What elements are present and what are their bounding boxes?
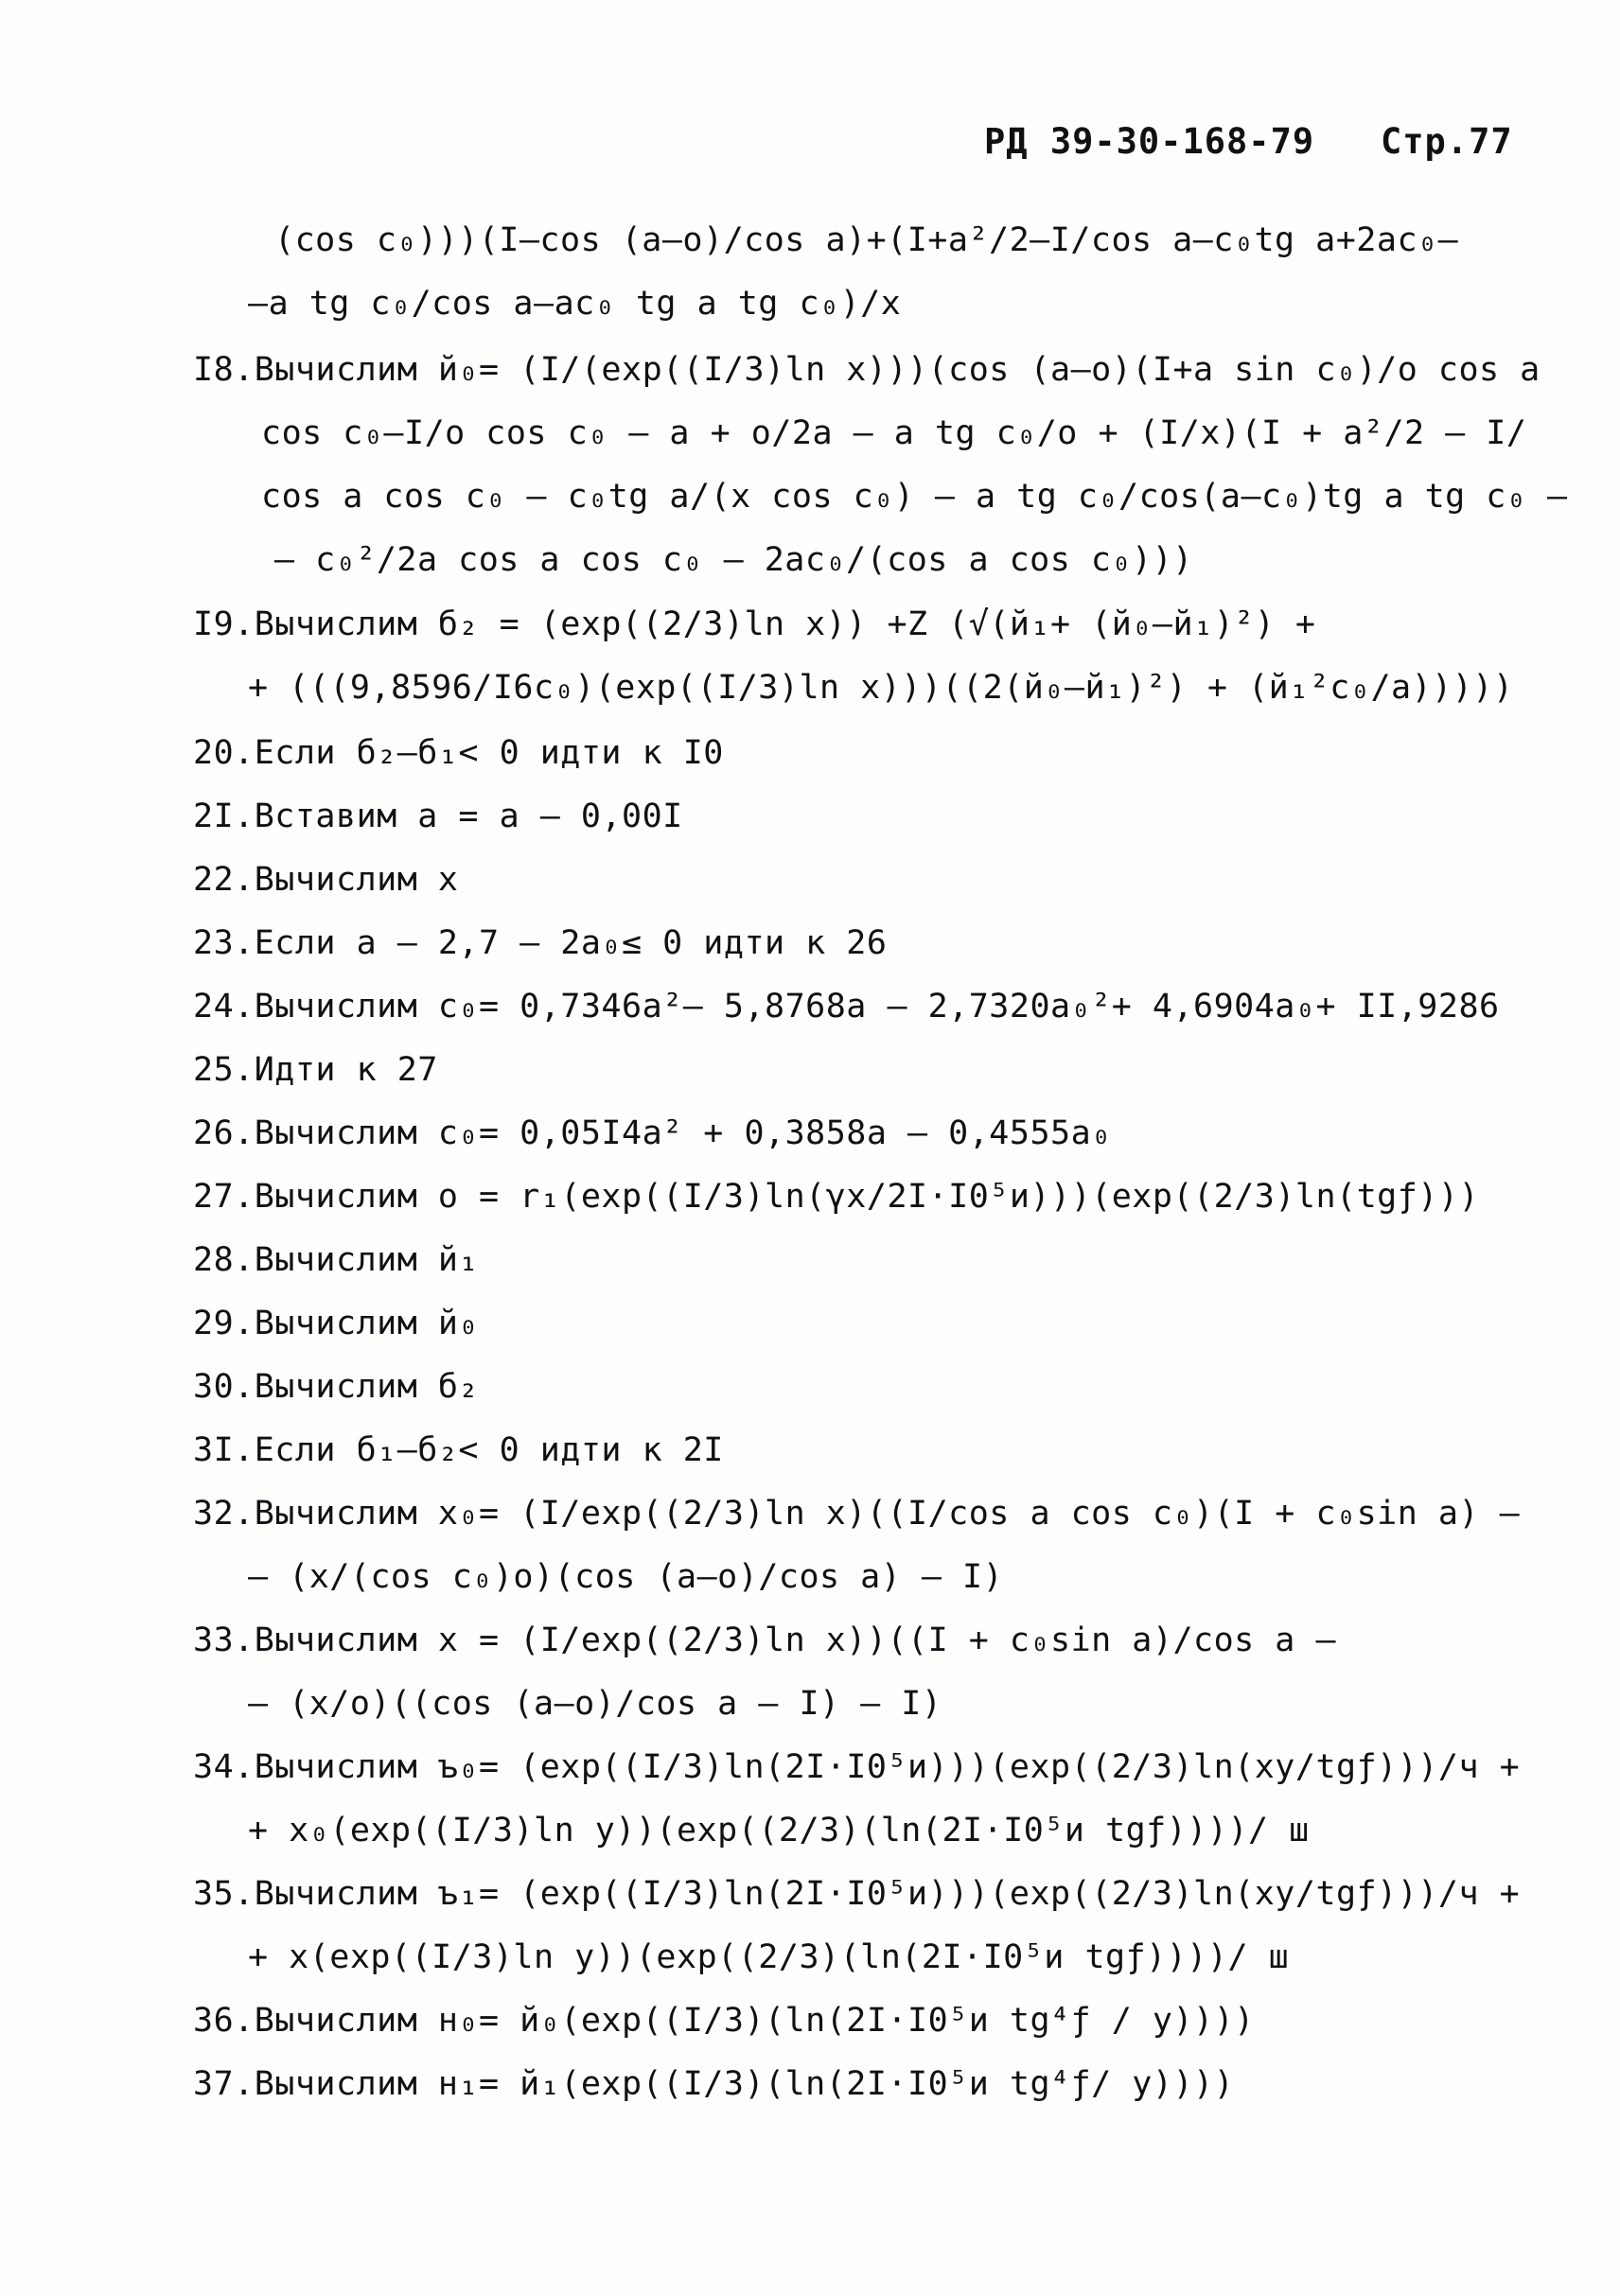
step-27: 27.Вычислим o = r₁(exp((I/3)ln(γx/2I·I0⁵и)))(exp((2/3)ln(tgƒ))) <box>193 1178 1480 1216</box>
step-32-cont-1: – (x/(cos c₀)o)(cos (a–o)/cos a) – I) <box>248 1558 1004 1596</box>
formula-line-continuation-2: –a tg c₀/cos a–ac₀ tg a tg c₀)/x <box>248 285 902 323</box>
doc-reference: РД 39-30-168-79 <box>984 121 1315 162</box>
step-18: I8.Вычислим й₀= (I/(exp((I/3)ln x)))(cos (a–o)(I+a sin c₀)/o cos a <box>193 351 1541 389</box>
step-28: 28.Вычислим й₁ <box>193 1241 480 1279</box>
step-32: 32.Вычислим x₀= (I/exp((2/3)ln x)((I/cos a cos c₀)(I + c₀sin a) – <box>193 1495 1521 1533</box>
step-35: 35.Вычислим ъ₁= (exp((I/3)ln(2I·I0⁵и)))(exp((2/3)ln(xy/tgƒ)))/ч + <box>193 1875 1521 1913</box>
step-33-cont-1: – (x/o)((cos (a–o)/cos a – I) – I) <box>248 1685 942 1723</box>
page-header <box>984 121 1514 162</box>
step-35-cont-1: + x(exp((I/3)ln y))(exp((2/3)(ln(2I·I0⁵и tgƒ))))/ ш <box>248 1938 1290 1976</box>
step-30: 30.Вычислим б₂ <box>193 1368 480 1406</box>
step-20: 20.Если б₂–б₁< 0 идти к I0 <box>193 734 724 772</box>
step-37: 37.Вычислим н₁= й₁(exp((I/3)(ln(2I·I0⁵и tg⁴ƒ/ y)))) <box>193 2065 1235 2103</box>
step-24: 24.Вычислим c₀= 0,7346a²– 5,8768a – 2,7320a₀²+ 4,6904a₀+ II,9286 <box>193 988 1500 1025</box>
step-36: 36.Вычислим н₀= й₀(exp((I/3)(ln(2I·I0⁵и tg⁴ƒ / y)))) <box>193 2002 1255 2040</box>
step-33: 33.Вычислим x = (I/exp((2/3)ln x))((I + c₀sin a)/cos a – <box>193 1621 1337 1659</box>
step-18-cont-3: – c₀²/2a cos a cos c₀ – 2ac₀/(cos a cos c₀))) <box>274 541 1193 579</box>
step-21: 2I.Вставим a = a – 0,00I <box>193 797 683 835</box>
step-26: 26.Вычислим c₀= 0,05I4a² + 0,3858a – 0,4555a₀ <box>193 1114 1112 1152</box>
page-number: Стр.77 <box>1380 121 1513 162</box>
step-18-cont-1: cos c₀–I/o cos c₀ – a + o/2a – a tg c₀/o + (I/x)(I + a²/2 – I/ <box>261 414 1527 452</box>
step-34-cont-1: + x₀(exp((I/3)ln y))(exp((2/3)(ln(2I·I0⁵и tgƒ))))/ ш <box>248 1812 1310 1849</box>
step-23: 23.Если a – 2,7 – 2a₀≤ 0 идти к 26 <box>193 924 888 962</box>
step-29: 29.Вычислим й₀ <box>193 1305 480 1342</box>
step-19-cont-1: + (((9,8596/I6c₀)(exp((I/3)ln x)))((2(й₀–й₁)²) + (й₁²c₀/a))))) <box>248 669 1514 707</box>
step-31: 3I.Если б₁–б₂< 0 идти к 2I <box>193 1431 724 1469</box>
step-22: 22.Вычислим x <box>193 861 459 899</box>
step-34: 34.Вычислим ъ₀= (exp((I/3)ln(2I·I0⁵и)))(exp((2/3)ln(xy/tgƒ)))/ч + <box>193 1748 1521 1786</box>
step-19: I9.Вычислим б₂ = (exp((2/3)ln x)) +Z (√(й₁+ (й₀–й₁)²) + <box>193 605 1316 643</box>
step-25: 25.Идти к 27 <box>193 1051 438 1089</box>
formula-line-continuation-1: (cos c₀)))(I–cos (a–o)/cos a)+(I+a²/2–I/cos a–c₀tg a+2ac₀– <box>274 221 1459 259</box>
step-18-cont-2: cos a cos c₀ – c₀tg a/(x cos c₀) – a tg c₀/cos(a–c₀)tg a tg c₀ – <box>261 478 1568 516</box>
